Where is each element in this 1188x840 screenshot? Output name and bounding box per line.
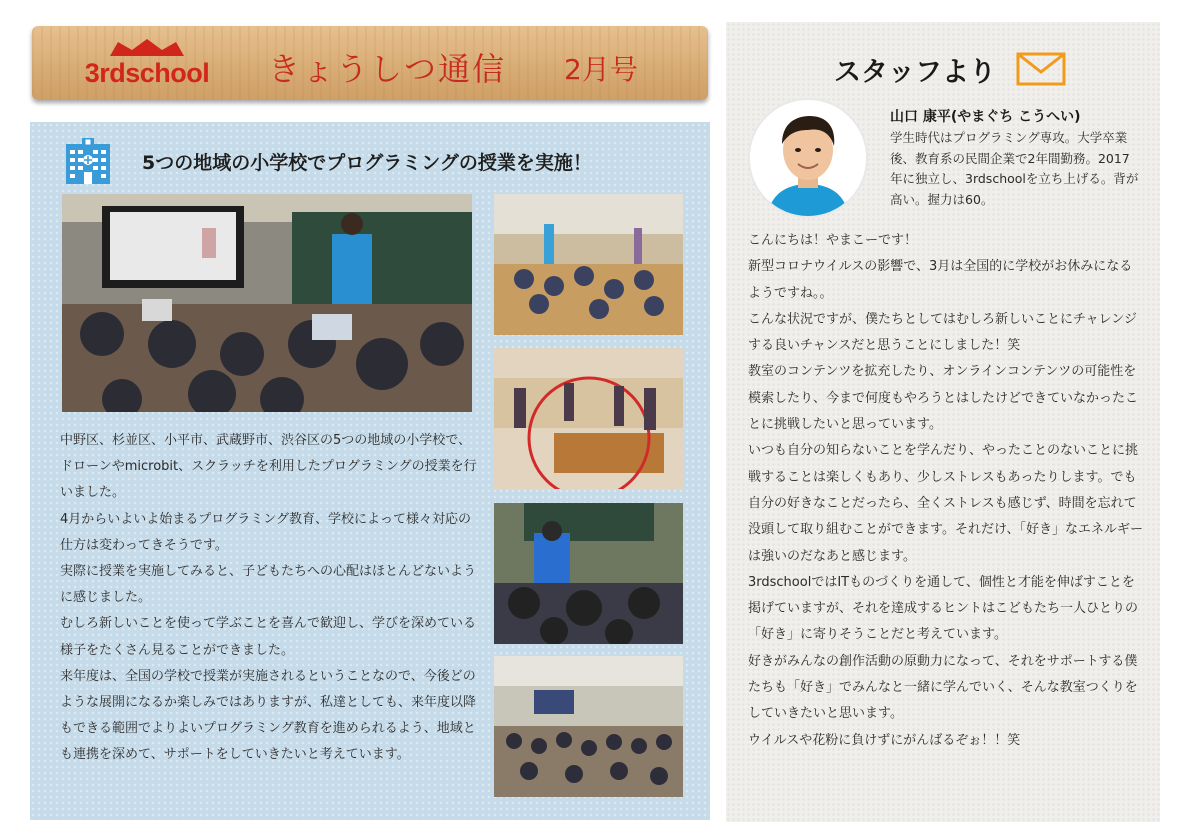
message-paragraph: 教室のコンテンツを拡充したり、オンラインコンテンツの可能性を模索したり、今まで何度もやろうとはしたけどできていなかったことに挑戦したいと思っています。 bbox=[748, 364, 1139, 433]
message-paragraph: こんにちは！やまこーです！ bbox=[748, 233, 918, 248]
article-headline: 5つの地域の小学校でプログラミングの授業を実施！ bbox=[142, 152, 592, 174]
staff-bio: 学生時代はプログラミング専攻。大学卒業後、教育系の民間企業で2年間勤務。2017年に独立し、3rdschoolを立ち上げる。背が高い。握力は60。 bbox=[890, 130, 1139, 207]
classroom-photo-main bbox=[62, 194, 472, 412]
header-banner bbox=[32, 26, 708, 100]
message-paragraph: ウイルスや花粉に負けずにがんばるぞぉ！！笑 bbox=[748, 732, 1021, 748]
message-paragraph: 好きがみんなの創作活動の原動力になって、それをサポートする僕たちも「好き」でみんなと一緒に学んでいく、そんな教室つくりをしていきたいと思います。 bbox=[748, 653, 1138, 722]
staff-panel bbox=[726, 22, 1160, 822]
classroom-photo-4 bbox=[494, 656, 683, 797]
building-icon bbox=[62, 138, 114, 186]
newsletter-title: きょうしつ通信 bbox=[268, 50, 507, 88]
staff-name: 山口 康平(やまぐち こうへい) bbox=[890, 109, 1081, 125]
article-paragraph: 実際に授業を実施してみると、子どもたちへの心配はほとんどないように感じました。 bbox=[60, 564, 477, 606]
article-paragraph: むしろ新しいことを使って学ぶことを喜んで歓迎し、学びを深めている様子をたくさん見ることができました。 bbox=[60, 616, 477, 658]
logo-text: 3rdschool bbox=[84, 58, 210, 88]
staff-message bbox=[748, 228, 1144, 754]
staff-avatar bbox=[750, 100, 866, 216]
message-paragraph: 3rdschoolではITものづくりを通して、個性と才能を伸ばすことを掲げていますが、それを達成するヒントはこどもたち一人ひとりの「好き」に寄りそうことだと考えています。 bbox=[748, 574, 1139, 643]
message-paragraph: いつも自分の知らないことを学んだり、やったことのないことに挑戦することは楽しくもあり、少しストレスもあったりします。でも自分の好きなことだったら、全くストレスも感じず、時間を忘れて没頭して取り組むことができます。それだけ、「好き」なエネルギーは強いのだなあと感じます。 bbox=[748, 443, 1143, 564]
classroom-photo-1 bbox=[494, 194, 683, 335]
article-panel bbox=[30, 122, 710, 820]
message-paragraph: 新型コロナウイルスの影響で、3月は全国的に学校がお休みになるようですね。。 bbox=[748, 259, 1133, 301]
article-paragraph: 中野区、杉並区、小平市、武蔵野市、渋谷区の5つの地域の小学校で、ドローンやmicrobit、スクラッチを利用したプログラミングの授業を行いました。 bbox=[60, 433, 477, 501]
article-paragraph: 4月からいよいよ始まるプログラミング教育、学校によって様々対応の仕方は変わってきそうです。 bbox=[60, 511, 472, 553]
classroom-photo-3 bbox=[494, 503, 683, 644]
article-body bbox=[60, 428, 480, 769]
staff-section-title: スタッフより bbox=[834, 57, 996, 88]
crown-icon bbox=[108, 38, 186, 58]
message-paragraph: こんな状況ですが、僕たちとしてはむしろ新しいことにチャレンジする良いチャンスだと思うことにしました！笑 bbox=[748, 311, 1137, 354]
article-paragraph: 来年度は、全国の学校で授業が実施されるということなので、今後どのような展開になるか楽しみではありますが、私達としても、来年度以降もできる範囲でよりよいプログラミング教育を進められるよう、地域とも連携を深めて、サポートをしていきたいと考えています。 bbox=[60, 668, 477, 763]
classroom-photo-2 bbox=[494, 348, 683, 489]
brand-logo[interactable] bbox=[62, 38, 232, 90]
mail-icon bbox=[1016, 52, 1066, 90]
issue-label: 2月号 bbox=[564, 53, 638, 86]
